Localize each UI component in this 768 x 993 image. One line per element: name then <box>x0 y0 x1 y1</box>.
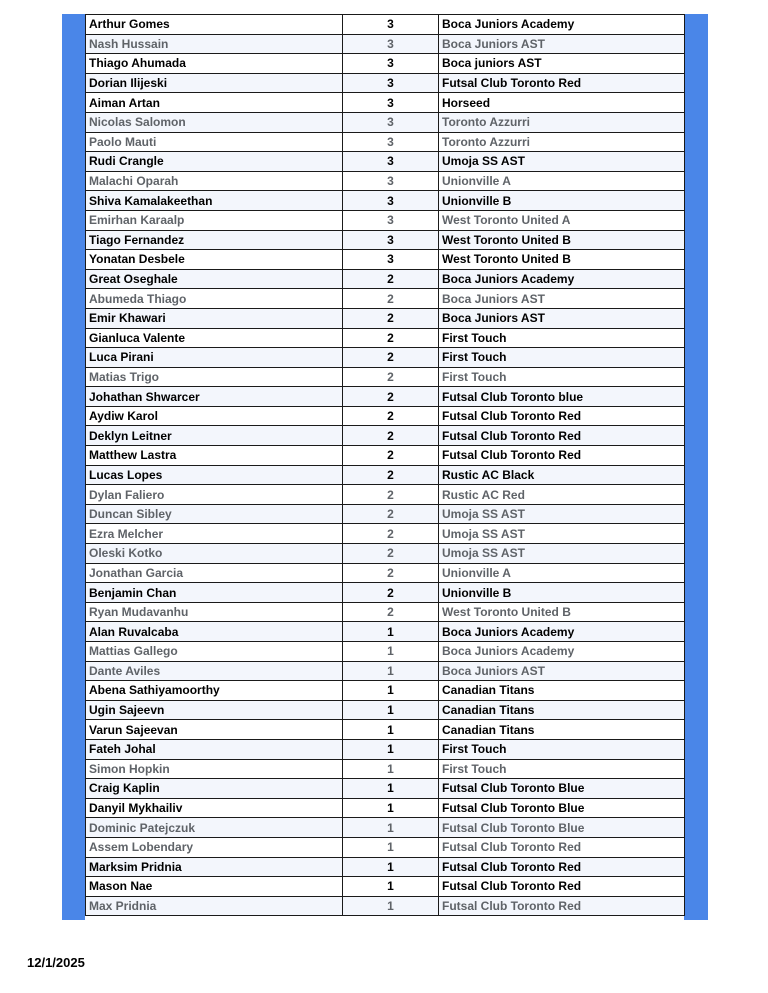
player-name-cell: Lucas Lopes <box>86 465 343 485</box>
goals-cell: 2 <box>343 465 439 485</box>
player-name-cell: Matthew Lastra <box>86 446 343 466</box>
scorers-table <box>85 14 685 916</box>
table-row <box>86 112 685 132</box>
table-row <box>86 191 685 211</box>
team-cell: Futsal Club Toronto Red <box>439 896 685 916</box>
team-cell: Futsal Club Toronto Red <box>439 446 685 466</box>
table-row <box>86 583 685 603</box>
team-cell: Boca Juniors AST <box>439 289 685 309</box>
table-row <box>86 700 685 720</box>
team-cell: Futsal Club Toronto Red <box>439 837 685 857</box>
table-row <box>86 269 685 289</box>
team-cell: Boca Juniors Academy <box>439 622 685 642</box>
team-cell: Umoja SS AST <box>439 544 685 564</box>
team-cell: Toronto Azzurri <box>439 132 685 152</box>
team-cell: Boca Juniors Academy <box>439 642 685 662</box>
goals-cell: 2 <box>343 328 439 348</box>
goals-cell: 1 <box>343 720 439 740</box>
team-cell: Boca Juniors AST <box>439 34 685 54</box>
table-row <box>86 798 685 818</box>
goals-cell: 3 <box>343 93 439 113</box>
goals-cell: 1 <box>343 877 439 897</box>
team-cell: Umoja SS AST <box>439 152 685 172</box>
table-row <box>86 426 685 446</box>
team-cell: Boca Juniors Academy <box>439 15 685 35</box>
player-name-cell: Great Oseghale <box>86 269 343 289</box>
goals-cell: 3 <box>343 210 439 230</box>
team-cell: Futsal Club Toronto blue <box>439 387 685 407</box>
goals-cell: 2 <box>343 446 439 466</box>
goals-cell: 1 <box>343 837 439 857</box>
goals-cell: 2 <box>343 348 439 368</box>
table-row <box>86 524 685 544</box>
table-row <box>86 896 685 916</box>
goals-cell: 3 <box>343 132 439 152</box>
goals-cell: 1 <box>343 681 439 701</box>
player-name-cell: Matias Trigo <box>86 367 343 387</box>
player-name-cell: Ugin Sajeevn <box>86 700 343 720</box>
goals-cell: 1 <box>343 622 439 642</box>
player-name-cell: Ezra Melcher <box>86 524 343 544</box>
goals-cell: 2 <box>343 504 439 524</box>
goals-cell: 3 <box>343 250 439 270</box>
team-cell: Unionville B <box>439 583 685 603</box>
player-name-cell: Ryan Mudavanhu <box>86 602 343 622</box>
table-row <box>86 73 685 93</box>
table-row <box>86 661 685 681</box>
player-name-cell: Arthur Gomes <box>86 15 343 35</box>
goals-cell: 1 <box>343 759 439 779</box>
table-row <box>86 387 685 407</box>
player-name-cell: Malachi Oparah <box>86 171 343 191</box>
goals-cell: 3 <box>343 34 439 54</box>
goals-cell: 2 <box>343 269 439 289</box>
player-name-cell: Assem Lobendary <box>86 837 343 857</box>
team-cell: Unionville A <box>439 171 685 191</box>
table-row <box>86 15 685 35</box>
table-row <box>86 210 685 230</box>
team-cell: West Toronto United B <box>439 602 685 622</box>
table-row <box>86 642 685 662</box>
team-cell: Rustic AC Red <box>439 485 685 505</box>
table-row <box>86 289 685 309</box>
player-name-cell: Oleski Kotko <box>86 544 343 564</box>
player-name-cell: Aydiw Karol <box>86 406 343 426</box>
table-row <box>86 857 685 877</box>
goals-cell: 3 <box>343 191 439 211</box>
table-row <box>86 622 685 642</box>
right-blue-band <box>684 14 708 920</box>
table-row <box>86 230 685 250</box>
team-cell: First Touch <box>439 367 685 387</box>
player-name-cell: Dylan Faliero <box>86 485 343 505</box>
player-name-cell: Yonatan Desbele <box>86 250 343 270</box>
player-name-cell: Varun Sajeevan <box>86 720 343 740</box>
team-cell: Unionville A <box>439 563 685 583</box>
team-cell: Futsal Club Toronto Blue <box>439 798 685 818</box>
team-cell: Futsal Club Toronto Blue <box>439 779 685 799</box>
goals-cell: 2 <box>343 308 439 328</box>
goals-cell: 2 <box>343 583 439 603</box>
team-cell: Futsal Club Toronto Red <box>439 857 685 877</box>
goals-cell: 2 <box>343 485 439 505</box>
team-cell: Futsal Club Toronto Red <box>439 877 685 897</box>
team-cell: Horseed <box>439 93 685 113</box>
player-name-cell: Craig Kaplin <box>86 779 343 799</box>
goals-cell: 3 <box>343 54 439 74</box>
team-cell: Boca Juniors Academy <box>439 269 685 289</box>
player-name-cell: Duncan Sibley <box>86 504 343 524</box>
footer-date: 12/1/2025 <box>27 955 85 970</box>
goals-cell: 2 <box>343 406 439 426</box>
table-row <box>86 250 685 270</box>
table-row <box>86 152 685 172</box>
table-row <box>86 837 685 857</box>
player-name-cell: Nicolas Salomon <box>86 112 343 132</box>
player-name-cell: Danyil Mykhailiv <box>86 798 343 818</box>
player-name-cell: Marksim Pridnia <box>86 857 343 877</box>
team-cell: Canadian Titans <box>439 700 685 720</box>
table-row <box>86 171 685 191</box>
goals-cell: 2 <box>343 289 439 309</box>
player-name-cell: Dominic Patejczuk <box>86 818 343 838</box>
player-name-cell: Jonathan Garcia <box>86 563 343 583</box>
team-cell: Boca Juniors AST <box>439 661 685 681</box>
player-name-cell: Emirhan Karaalp <box>86 210 343 230</box>
player-name-cell: Max Pridnia <box>86 896 343 916</box>
goals-cell: 1 <box>343 700 439 720</box>
goals-cell: 1 <box>343 779 439 799</box>
team-cell: West Toronto United B <box>439 250 685 270</box>
table-row <box>86 720 685 740</box>
team-cell: Umoja SS AST <box>439 504 685 524</box>
team-cell: Canadian Titans <box>439 681 685 701</box>
table-row <box>86 367 685 387</box>
goals-cell: 3 <box>343 112 439 132</box>
player-name-cell: Tiago Fernandez <box>86 230 343 250</box>
goals-cell: 2 <box>343 367 439 387</box>
table-row <box>86 504 685 524</box>
player-name-cell: Shiva Kamalakeethan <box>86 191 343 211</box>
table-row <box>86 681 685 701</box>
team-cell: Umoja SS AST <box>439 524 685 544</box>
team-cell: West Toronto United A <box>439 210 685 230</box>
table-row <box>86 818 685 838</box>
team-cell: Boca Juniors AST <box>439 308 685 328</box>
player-name-cell: Johathan Shwarcer <box>86 387 343 407</box>
goals-cell: 2 <box>343 602 439 622</box>
team-cell: First Touch <box>439 328 685 348</box>
player-name-cell: Deklyn Leitner <box>86 426 343 446</box>
team-cell: West Toronto United B <box>439 230 685 250</box>
team-cell: Boca juniors AST <box>439 54 685 74</box>
goals-cell: 1 <box>343 896 439 916</box>
table-row <box>86 348 685 368</box>
player-name-cell: Paolo Mauti <box>86 132 343 152</box>
player-name-cell: Abena Sathiyamoorthy <box>86 681 343 701</box>
team-cell: Unionville B <box>439 191 685 211</box>
team-cell: First Touch <box>439 759 685 779</box>
goals-cell: 2 <box>343 563 439 583</box>
table-row <box>86 93 685 113</box>
player-name-cell: Emir Khawari <box>86 308 343 328</box>
player-name-cell: Abumeda Thiago <box>86 289 343 309</box>
scorers-table-body <box>86 15 685 916</box>
player-name-cell: Simon Hopkin <box>86 759 343 779</box>
goals-cell: 2 <box>343 426 439 446</box>
player-name-cell: Dante Aviles <box>86 661 343 681</box>
team-cell: Toronto Azzurri <box>439 112 685 132</box>
player-name-cell: Mason Nae <box>86 877 343 897</box>
table-row <box>86 465 685 485</box>
goals-cell: 3 <box>343 15 439 35</box>
player-name-cell: Alan Ruvalcaba <box>86 622 343 642</box>
player-name-cell: Thiago Ahumada <box>86 54 343 74</box>
table-row <box>86 485 685 505</box>
team-cell: Futsal Club Toronto Red <box>439 426 685 446</box>
player-name-cell: Nash Hussain <box>86 34 343 54</box>
player-name-cell: Dorian Ilijeski <box>86 73 343 93</box>
goals-cell: 3 <box>343 73 439 93</box>
goals-cell: 3 <box>343 171 439 191</box>
table-row <box>86 132 685 152</box>
team-cell: Futsal Club Toronto Red <box>439 73 685 93</box>
goals-cell: 1 <box>343 857 439 877</box>
player-name-cell: Rudi Crangle <box>86 152 343 172</box>
player-name-cell: Luca Pirani <box>86 348 343 368</box>
table-row <box>86 446 685 466</box>
team-cell: First Touch <box>439 348 685 368</box>
table-row <box>86 779 685 799</box>
team-cell: First Touch <box>439 739 685 759</box>
left-blue-band <box>62 14 85 920</box>
team-cell: Canadian Titans <box>439 720 685 740</box>
table-row <box>86 563 685 583</box>
goals-cell: 3 <box>343 152 439 172</box>
goals-cell: 2 <box>343 544 439 564</box>
table-row <box>86 544 685 564</box>
player-name-cell: Gianluca Valente <box>86 328 343 348</box>
goals-cell: 1 <box>343 661 439 681</box>
goals-cell: 3 <box>343 230 439 250</box>
player-name-cell: Fateh Johal <box>86 739 343 759</box>
goals-cell: 1 <box>343 798 439 818</box>
player-name-cell: Benjamin Chan <box>86 583 343 603</box>
goals-cell: 1 <box>343 642 439 662</box>
goals-cell: 2 <box>343 387 439 407</box>
team-cell: Rustic AC Black <box>439 465 685 485</box>
table-row <box>86 328 685 348</box>
team-cell: Futsal Club Toronto Blue <box>439 818 685 838</box>
goals-cell: 1 <box>343 739 439 759</box>
player-name-cell: Mattias Gallego <box>86 642 343 662</box>
table-row <box>86 759 685 779</box>
table-row <box>86 877 685 897</box>
player-name-cell: Aiman Artan <box>86 93 343 113</box>
table-row <box>86 406 685 426</box>
table-row <box>86 308 685 328</box>
team-cell: Futsal Club Toronto Red <box>439 406 685 426</box>
table-row <box>86 602 685 622</box>
table-row <box>86 34 685 54</box>
table-row <box>86 54 685 74</box>
goals-cell: 1 <box>343 818 439 838</box>
table-row <box>86 739 685 759</box>
goals-cell: 2 <box>343 524 439 544</box>
